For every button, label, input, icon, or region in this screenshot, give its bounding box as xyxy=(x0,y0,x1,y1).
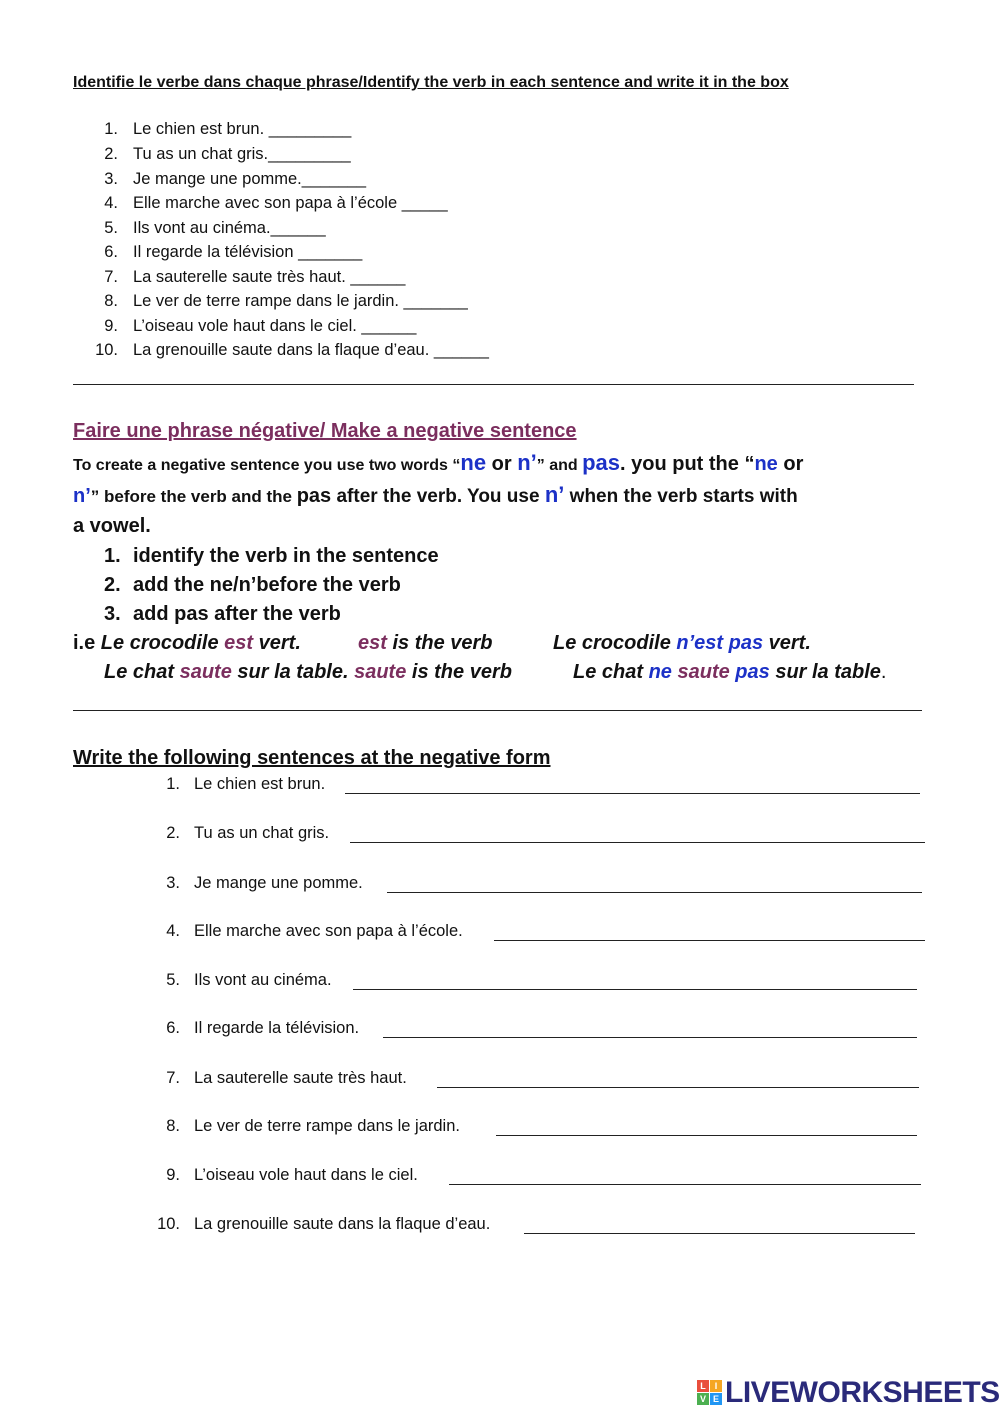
negative-explanation-line2: n’” before the verb and the pas after the verb. You use n’ when the verb starts with xyxy=(73,482,798,507)
section2-title: Faire une phrase négative/ Make a negative sentence xyxy=(73,420,577,442)
answer-line-7[interactable] xyxy=(437,1087,919,1088)
lw-grid-icon: L I V E xyxy=(697,1380,723,1406)
section3-title: Write the following sentences at the negative form xyxy=(73,747,551,769)
negative-explanation-line3: a vowel. xyxy=(73,515,151,537)
example-line1: i.e Le crocodile est vert. xyxy=(73,632,301,654)
logo-text: LIVEWORKSHEETS xyxy=(725,1376,1000,1409)
negative-explanation-line1: To create a negative sentence you use two words “ne or n’” and pas. you put the “ne or xyxy=(73,450,804,475)
answer-line-6[interactable] xyxy=(383,1037,917,1038)
answer-line-8[interactable] xyxy=(496,1135,917,1136)
example-line2-negative: Le chat ne saute pas sur la table. xyxy=(573,661,887,683)
example-line1-verb: est is the verb xyxy=(358,632,493,654)
answer-line-4[interactable] xyxy=(494,940,925,941)
answer-line-3[interactable] xyxy=(387,892,922,893)
example-line2: Le chat saute sur la table. saute is the verb xyxy=(104,661,512,683)
answer-line-10[interactable] xyxy=(524,1233,915,1234)
answer-line-9[interactable] xyxy=(449,1184,921,1185)
divider xyxy=(73,384,914,385)
answer-line-1[interactable] xyxy=(345,793,920,794)
section1-title: Identifie le verbe dans chaque phrase/Identify the verb in each sentence and write it in the box xyxy=(73,74,789,91)
divider xyxy=(73,710,922,711)
answer-line-5[interactable] xyxy=(353,989,917,990)
answer-line-2[interactable] xyxy=(350,842,925,843)
example-line1-negative: Le crocodile n’est pas vert. xyxy=(553,632,811,654)
